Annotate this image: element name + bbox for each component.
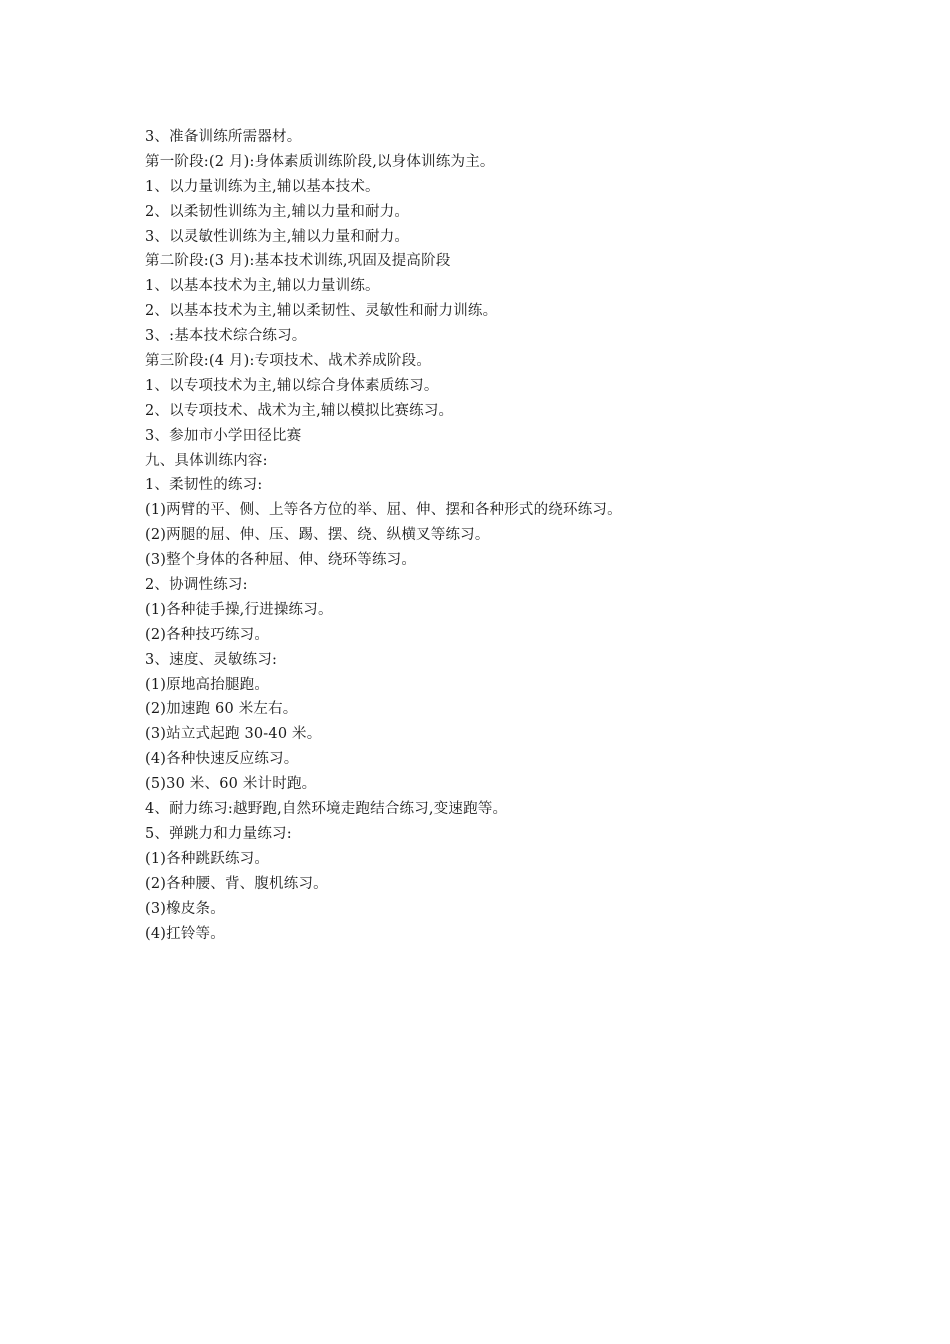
- text-line: 3、:基本技术综合练习。: [145, 328, 307, 345]
- text-line: 1、以力量训练为主,辅以基本技术。: [145, 178, 380, 195]
- text-line: (2)各种技巧练习。: [145, 626, 270, 643]
- subsection-heading: 1、柔韧性的练习:: [145, 477, 263, 494]
- text-line: (4)扛铃等。: [145, 925, 225, 942]
- text-line: 1、以基本技术为主,辅以力量训练。: [145, 278, 380, 295]
- section-heading: 第二阶段:(3 月):基本技术训练,巩固及提高阶段: [145, 253, 451, 270]
- text-line: 2、以基本技术为主,辅以柔韧性、灵敏性和耐力训练。: [145, 303, 498, 320]
- section-heading: 第一阶段:(2 月):身体素质训练阶段,以身体训练为主。: [145, 153, 495, 170]
- text-line: (3)整个身体的各种屈、伸、绕环等练习。: [145, 552, 417, 569]
- text-line: (4)各种快速反应练习。: [145, 751, 299, 768]
- subsection-heading: 2、协调性练习:: [145, 577, 248, 594]
- text-line: (2)各种腰、背、腹机练习。: [145, 875, 328, 892]
- text-line: (1)原地高抬腿跑。: [145, 676, 270, 693]
- text-line: (2)加速跑 60 米左右。: [145, 701, 298, 718]
- text-line: (5)30 米、60 米计时跑。: [145, 776, 317, 793]
- subsection-heading: 3、速度、灵敏练习:: [145, 651, 278, 668]
- document-body: [145, 125, 825, 946]
- text-line: 3、准备训练所需器材。: [145, 129, 302, 145]
- section-heading: 第三阶段:(4 月):专项技术、战术养成阶段。: [145, 353, 432, 370]
- subsection-heading: 5、弹跳力和力量练习:: [145, 825, 292, 842]
- text-line: 3、以灵敏性训练为主,辅以力量和耐力。: [145, 228, 410, 245]
- text-line: (2)两腿的屈、伸、压、踢、摆、绕、纵横叉等练习。: [145, 527, 490, 544]
- text-line: 1、以专项技术为主,辅以综合身体素质练习。: [145, 377, 439, 394]
- section-heading: 九、具体训练内容:: [145, 452, 268, 469]
- text-line: (3)橡皮条。: [145, 900, 225, 917]
- text-line: (3)站立式起跑 30-40 米。: [145, 726, 322, 743]
- subsection-heading: 4、耐力练习:越野跑,自然环境走跑结合练习,变速跑等。: [145, 801, 508, 818]
- text-line: (1)两臂的平、侧、上等各方位的举、屈、伸、摆和各种形式的绕环练习。: [145, 502, 622, 519]
- text-line: 2、以柔韧性训练为主,辅以力量和耐力。: [145, 203, 410, 220]
- text-line: (1)各种跳跃练习。: [145, 850, 270, 867]
- text-line: (1)各种徒手操,行进操练习。: [145, 601, 333, 618]
- text-line: 3、参加市小学田径比赛: [145, 427, 302, 444]
- text-line: 2、以专项技术、战术为主,辅以模拟比赛练习。: [145, 402, 454, 419]
